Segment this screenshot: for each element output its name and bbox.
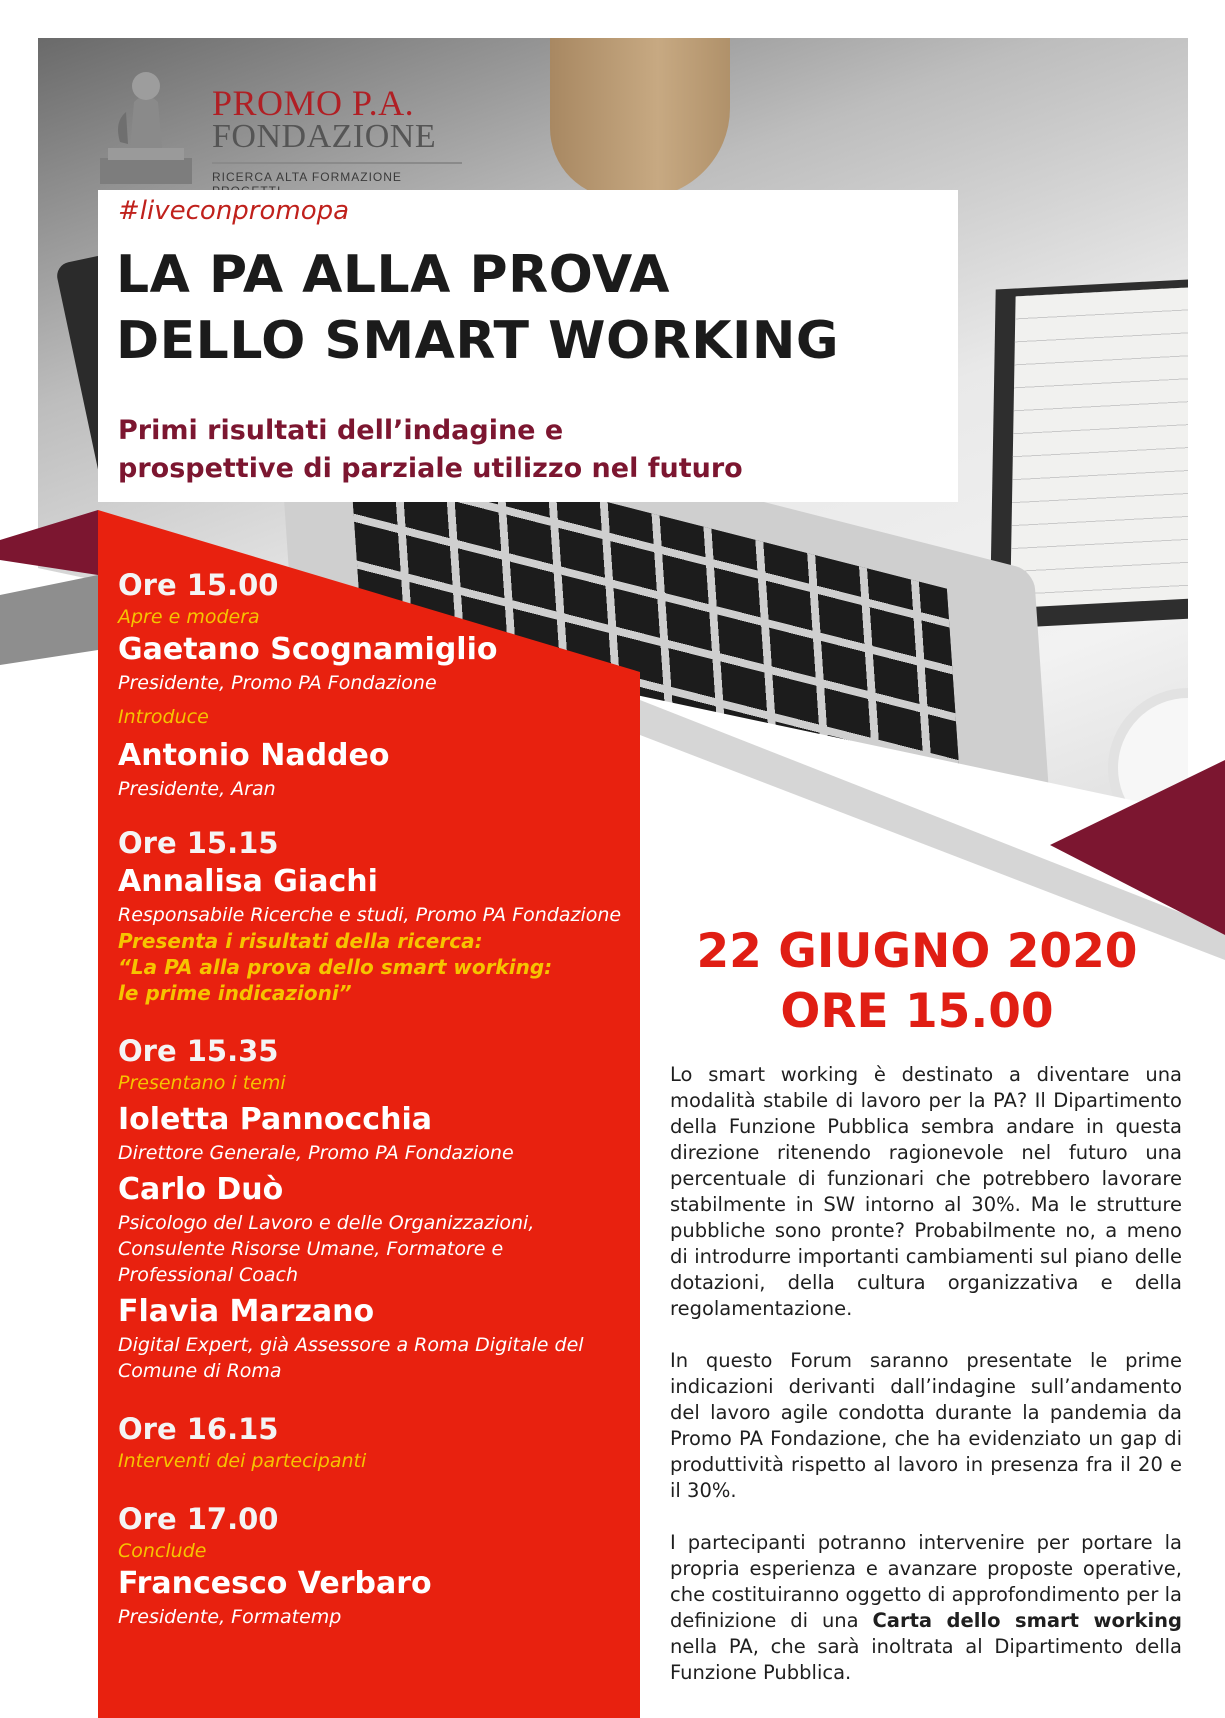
hashtag: #liveconpromopa bbox=[118, 196, 350, 226]
presentation-note: “La PA alla prova dello smart working: bbox=[118, 955, 553, 979]
page-title bbox=[116, 242, 839, 374]
session-role: Conclude bbox=[118, 1540, 207, 1562]
speaker-name: Annalisa Giachi bbox=[118, 864, 378, 899]
event-description bbox=[670, 1062, 1182, 1712]
speaker-name: Gaetano Scognamiglio bbox=[118, 632, 498, 667]
title-line-1: LA PA ALLA PROVA bbox=[116, 245, 670, 305]
page-subtitle bbox=[118, 412, 743, 488]
speaker-affiliation: Direttore Generale, Promo PA Fondazione bbox=[118, 1142, 514, 1164]
session-1500 bbox=[118, 566, 638, 802]
speaker-affiliation: Presidente, Formatemp bbox=[118, 1606, 342, 1628]
session-1615 bbox=[118, 1410, 638, 1474]
description-text: I partecipanti potranno intervenire per portare la propria esperienza e avanzare proposte operative, che costituiranno oggetto di approfondimento per la definizione di una bbox=[670, 1531, 1182, 1632]
speaker-affiliation: Comune di Roma bbox=[118, 1360, 282, 1382]
speaker-name: Antonio Naddeo bbox=[118, 738, 390, 773]
session-1700 bbox=[118, 1500, 638, 1630]
description-paragraph bbox=[670, 1530, 1182, 1686]
charter-highlight: Carta dello smart working bbox=[872, 1609, 1182, 1632]
speaker-affiliation: Digital Expert, già Assessore a Roma Digitale del bbox=[118, 1334, 584, 1356]
session-time: Ore 15.15 bbox=[118, 826, 279, 860]
speaker-name: Ioletta Pannocchia bbox=[118, 1102, 432, 1137]
presentation-note: le prime indicazioni” bbox=[118, 981, 352, 1005]
speaker-affiliation: Presidente, Promo PA Fondazione bbox=[118, 672, 437, 694]
logo-tagline: RICERCA ALTA FORMAZIONE bbox=[212, 170, 402, 184]
event-time: ORE 15.00 bbox=[780, 984, 1054, 1039]
session-role: Interventi dei partecipanti bbox=[118, 1450, 367, 1472]
speaker-affiliation: Presidente, Aran bbox=[118, 778, 276, 800]
statue-icon bbox=[100, 62, 192, 188]
speaker-name: Francesco Verbaro bbox=[118, 1566, 432, 1601]
description-text: nella PA, che sarà inoltrata al Dipartimento della Funzione Pubblica. bbox=[670, 1635, 1182, 1684]
subtitle-line-2: prospettive di parziale utilizzo nel futuro bbox=[118, 453, 743, 484]
speaker-affiliation: Psicologo del Lavoro e delle Organizzazioni, bbox=[118, 1212, 535, 1234]
session-time: Ore 16.15 bbox=[118, 1412, 279, 1446]
subtitle-line-1: Primi risultati dell’indagine e bbox=[118, 415, 564, 446]
session-1535 bbox=[118, 1032, 638, 1384]
description-paragraph: In questo Forum saranno presentate le prime indicazioni derivanti dall’indagine sull’andamento del lavoro agile condotta durante la pandemia da Promo PA Fondazione, che ha evidenziato un gap di produttività rispetto al lavoro in presenza fra il 20 e il 30%. bbox=[670, 1349, 1182, 1502]
promo-pa-logo bbox=[100, 62, 460, 192]
speaker-name: Flavia Marzano bbox=[118, 1294, 375, 1329]
session-role: Apre e modera bbox=[118, 606, 260, 628]
session-1515 bbox=[118, 824, 638, 1006]
session-time: Ore 15.00 bbox=[118, 568, 279, 602]
title-line-2: DELLO SMART WORKING bbox=[116, 311, 840, 371]
presentation-note: Presenta i risultati della ricerca: bbox=[118, 929, 483, 953]
logo-divider bbox=[212, 162, 462, 164]
program-schedule bbox=[118, 566, 638, 1630]
description-paragraph: Lo smart working è destinato a diventare una modalità stabile di lavoro per la PA? Il Dipartimento della Funzione Pubblica sembra andare in questa direzione ritenendo ragionevole nel futuro una percentuale di funzionari che potrebbero lavorare stabilmente in SW intorno al 30%. Ma le strutture pubbliche sono pronte? Probabilmente no, a meno di introdurre importanti cambiamenti sul piano delle dotazioni, della cultura organizzativa e della regolamentazione. bbox=[670, 1063, 1182, 1320]
speaker-affiliation: Responsabile Ricerche e studi, Promo PA Fondazione bbox=[118, 904, 622, 926]
session-time: Ore 15.35 bbox=[118, 1034, 279, 1068]
speaker-affiliation: Professional Coach bbox=[118, 1264, 298, 1286]
event-date: 22 GIUGNO 2020 bbox=[696, 924, 1138, 979]
speaker-name: Carlo Duò bbox=[118, 1172, 284, 1207]
session-role: Introduce bbox=[118, 706, 209, 728]
logo-subtitle: FONDAZIONE bbox=[212, 118, 437, 155]
speaker-affiliation: Consulente Risorse Umane, Formatore e bbox=[118, 1238, 504, 1260]
session-time: Ore 17.00 bbox=[118, 1502, 279, 1536]
title-box bbox=[98, 190, 958, 502]
logo-title: PROMO P.A. bbox=[212, 83, 415, 123]
session-role: Presentano i temi bbox=[118, 1072, 286, 1094]
event-datetime bbox=[652, 922, 1182, 1042]
